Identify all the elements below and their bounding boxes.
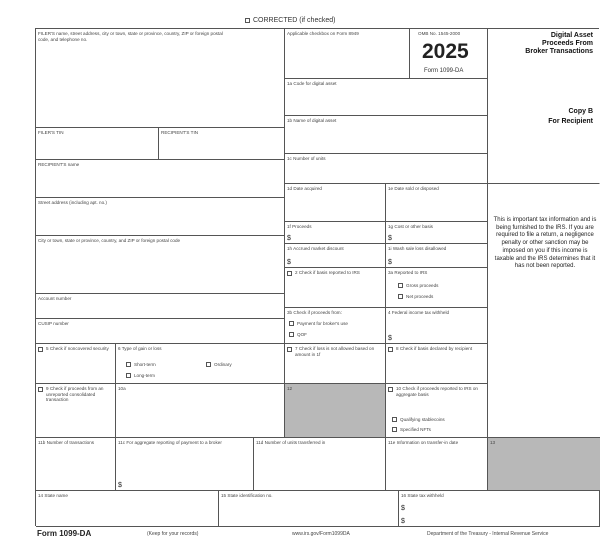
box-1f-dollar: $ bbox=[287, 235, 291, 242]
box-11e-label: 11e Information on transfer-in date bbox=[388, 440, 459, 445]
box-1i-label: 1i Wash sale loss disallowed bbox=[388, 246, 447, 251]
street-address-label: Street address (including apt. no.) bbox=[38, 200, 107, 205]
box-1i-dollar: $ bbox=[388, 259, 392, 266]
box-1h-label: 1h Accrued market discount bbox=[287, 246, 344, 251]
applicable-checkbox-label: Applicable checkbox on Form 8949 bbox=[287, 31, 359, 36]
box-1i[interactable] bbox=[386, 244, 488, 268]
box-11d[interactable] bbox=[254, 438, 386, 491]
filer-info-box[interactable] bbox=[36, 29, 285, 128]
box-13-shaded bbox=[488, 438, 600, 491]
footer-form-number: Form 1099-DA bbox=[37, 529, 92, 538]
box-11b[interactable] bbox=[36, 438, 116, 491]
tax-year: 2025 bbox=[422, 40, 469, 63]
box-1a[interactable] bbox=[285, 79, 488, 116]
footer-url[interactable]: www.irs.gov/Form1099DA bbox=[292, 531, 350, 537]
omb-number: OMB No. 1545-2000 bbox=[418, 31, 461, 36]
box-10a-label: 10a bbox=[118, 386, 126, 391]
box-1f[interactable] bbox=[285, 222, 386, 244]
box-16[interactable] bbox=[399, 491, 600, 527]
form-1099-da bbox=[35, 28, 599, 526]
box-3a-net[interactable]: Net proceeds bbox=[398, 294, 433, 299]
box-1f-label: 1f Proceeds bbox=[287, 224, 312, 229]
box-11a-nft[interactable]: Specified NFTs bbox=[392, 427, 431, 432]
city-box[interactable] bbox=[36, 236, 285, 294]
box-3b-qof[interactable]: QOF bbox=[289, 332, 307, 337]
box-4-label: 4 Federal income tax withheld bbox=[388, 310, 450, 315]
box-1g[interactable] bbox=[386, 222, 488, 244]
box-11e[interactable] bbox=[386, 438, 488, 491]
box-10[interactable] bbox=[386, 384, 488, 438]
box-7-checkbox[interactable] bbox=[287, 347, 292, 352]
box-1c[interactable] bbox=[285, 154, 488, 184]
box-9-checkbox[interactable] bbox=[38, 387, 43, 392]
box-6-ordinary[interactable]: Ordinary bbox=[206, 362, 232, 367]
box-12-label: 12 bbox=[287, 386, 293, 391]
box-3b-broker[interactable]: Payment for broker's use bbox=[289, 321, 348, 326]
cusip-box[interactable] bbox=[36, 319, 285, 344]
box-3a-label: 3a Reported to IRS bbox=[388, 270, 428, 275]
filer-tin-label: FILER'S TIN bbox=[38, 130, 64, 135]
box-6-label: 6 Type of gain or loss bbox=[118, 346, 162, 351]
form-title-block bbox=[488, 29, 600, 184]
box-2-checkbox[interactable] bbox=[287, 271, 292, 276]
footer-keep: (Keep for your records) bbox=[147, 531, 199, 537]
box-5[interactable] bbox=[36, 344, 116, 384]
box-11c-dollar: $ bbox=[118, 482, 122, 489]
box-6[interactable] bbox=[116, 344, 285, 384]
box-12-shaded bbox=[285, 384, 386, 438]
filer-info-label: FILER'S name, street address, city or town, state or province, country, ZIP or foreign postal code, and telephone no. bbox=[38, 31, 223, 42]
box-13-label: 13 bbox=[490, 440, 496, 445]
box-3b-label: 3b Check if proceeds from: bbox=[287, 310, 342, 315]
box-11b-label: 11b Number of transactions bbox=[38, 440, 95, 445]
recipient-tin-label: RECIPIENT'S TIN bbox=[161, 130, 199, 135]
box-16-dollar-2: $ bbox=[401, 518, 405, 525]
applicable-checkbox-box[interactable] bbox=[285, 29, 410, 79]
box-7[interactable] bbox=[285, 344, 386, 384]
box-1c-label: 1c Number of units bbox=[287, 156, 326, 161]
box-14[interactable] bbox=[36, 491, 219, 527]
corrected-checkbox[interactable] bbox=[245, 18, 250, 23]
box-5-checkbox[interactable] bbox=[38, 347, 43, 352]
box-4-dollar: $ bbox=[388, 335, 392, 342]
box-2[interactable] bbox=[285, 268, 386, 308]
box-5-label: 5 Check if noncovered security bbox=[46, 346, 109, 351]
recipient-name-box[interactable] bbox=[36, 160, 285, 198]
corrected-header bbox=[245, 17, 335, 24]
form-number-label: Form 1099-DA bbox=[424, 68, 464, 74]
account-number-label: Account number bbox=[38, 296, 72, 301]
box-11d-label: 11d Number of units transferred in bbox=[256, 440, 326, 445]
filer-tin-box[interactable] bbox=[36, 128, 159, 160]
box-15-label: 15 State identification no. bbox=[221, 493, 273, 498]
box-1d[interactable] bbox=[285, 184, 386, 222]
box-3a[interactable] bbox=[386, 268, 488, 308]
street-address-box[interactable] bbox=[36, 198, 285, 236]
box-9-label: 9 Check if proceeds from an unreported consolidated transaction bbox=[46, 386, 104, 403]
footer bbox=[35, 529, 599, 541]
box-4[interactable] bbox=[386, 308, 488, 344]
box-6-long-term[interactable]: Long-term bbox=[126, 373, 155, 378]
corrected-label: CORRECTED (if checked) bbox=[253, 17, 336, 24]
box-1d-label: 1d Date acquired bbox=[287, 186, 322, 191]
box-1h[interactable] bbox=[285, 244, 386, 268]
box-11c-label: 11c For aggregate reporting of payment to a broker bbox=[118, 440, 222, 445]
footer-department: Department of the Treasury - Internal Revenue Service bbox=[427, 531, 549, 537]
box-11a-qualifying[interactable]: Qualifying stablecoins bbox=[392, 417, 445, 422]
form-title: Digital Asset Proceeds From Broker Transactions bbox=[525, 32, 593, 55]
city-label: City or town, state or province, country, and ZIP or foreign postal code bbox=[38, 238, 181, 243]
box-14-label: 14 State name bbox=[38, 493, 68, 498]
box-6-short-term[interactable]: Short-term bbox=[126, 362, 156, 367]
box-16-label: 16 State tax withheld bbox=[401, 493, 444, 498]
account-number-box[interactable] bbox=[36, 294, 285, 319]
box-10a[interactable] bbox=[116, 384, 285, 438]
box-1h-dollar: $ bbox=[287, 259, 291, 266]
box-1g-dollar: $ bbox=[388, 235, 392, 242]
box-10-label: 10 Check if proceeds reported to IRS on aggregate basis bbox=[396, 386, 478, 397]
box-3a-gross[interactable]: Gross proceeds bbox=[398, 283, 438, 288]
box-8-label: 8 Check if basis declared by recipient bbox=[396, 346, 473, 351]
box-9[interactable] bbox=[36, 384, 116, 438]
box-2-label: 2 Check if basis reported to IRS bbox=[295, 270, 360, 275]
box-3b[interactable] bbox=[285, 308, 386, 344]
cusip-label: CUSIP number bbox=[38, 321, 69, 326]
box-1a-label: 1a Code for digital asset bbox=[287, 81, 337, 86]
box-11c[interactable] bbox=[116, 438, 254, 491]
box-15[interactable] bbox=[219, 491, 399, 527]
box-7-label: 7 Check if loss is not allowed based on amount in 1f bbox=[295, 346, 375, 357]
notice-block bbox=[488, 184, 600, 438]
recipient-name-label: RECIPIENT'S name bbox=[38, 162, 80, 167]
box-16-dollar-1: $ bbox=[401, 505, 405, 512]
box-10-checkbox[interactable] bbox=[388, 387, 393, 392]
recipient-tin-box[interactable] bbox=[159, 128, 285, 160]
copy-b-label: Copy B bbox=[568, 108, 593, 115]
notice-text: This is important tax information and is being furnished to the IRS. If you are required to file a return, a negligence penalty or other sanction may be imposed on you if this income is taxable and the IRS determines that it has not been reported. bbox=[493, 217, 597, 270]
box-8[interactable] bbox=[386, 344, 488, 384]
box-1b[interactable] bbox=[285, 116, 488, 154]
box-1e[interactable] bbox=[386, 184, 488, 222]
box-1e-label: 1e Date sold or disposed bbox=[388, 186, 439, 191]
box-1b-label: 1b Name of digital asset bbox=[287, 118, 337, 123]
box-8-checkbox[interactable] bbox=[388, 347, 393, 352]
year-box bbox=[410, 29, 488, 79]
box-1g-label: 1g Cost or other basis bbox=[388, 224, 433, 229]
for-recipient-label: For Recipient bbox=[548, 118, 593, 125]
